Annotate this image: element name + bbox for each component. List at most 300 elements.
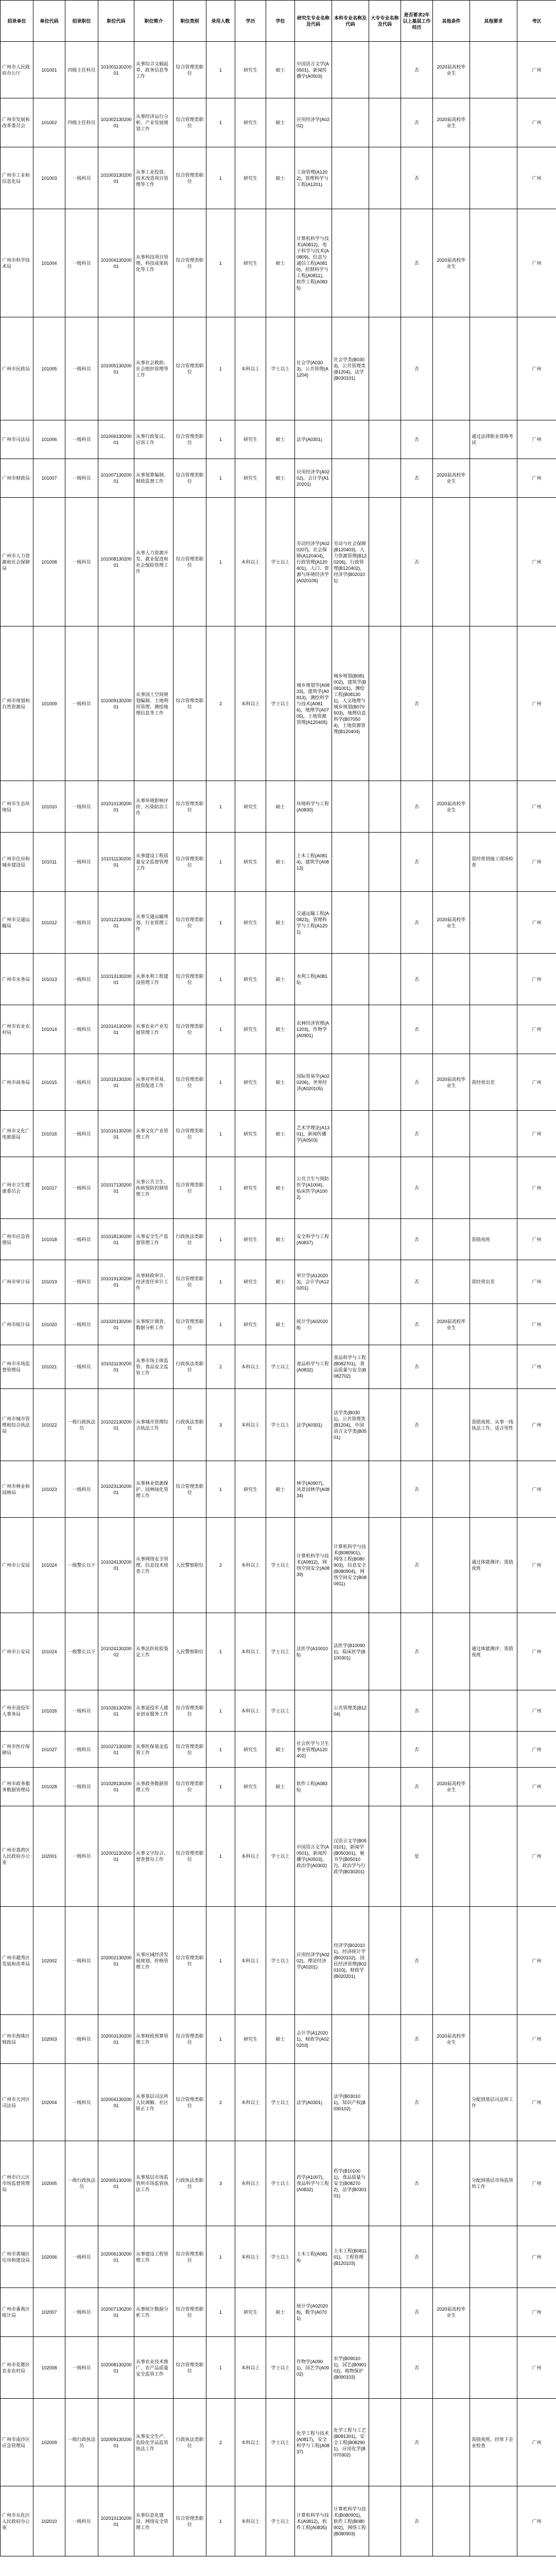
cell-area: 广州 xyxy=(517,833,556,892)
cell-other-req xyxy=(470,1111,517,1157)
cell-ug-major xyxy=(332,1111,369,1157)
cell-grassroots: 否 xyxy=(401,98,433,147)
cell-edu: 研究生 xyxy=(235,954,266,1005)
cell-grassroots: 否 xyxy=(401,209,433,317)
cell-other-req xyxy=(470,1461,517,1518)
cell-grad-major: 化学工程与技术(A0817)，安全科学与工程(A0837) xyxy=(295,2399,332,2486)
cell-ug-major xyxy=(332,1054,369,1111)
cell-position: 一级警长以下 xyxy=(65,1518,98,1613)
cell-unit-code: 101027 xyxy=(33,1732,65,1768)
cell-other-cond xyxy=(433,1690,470,1732)
header-grad-major: 研究生专业名称及代码 xyxy=(295,1,332,42)
cell-category: 综合管理类职位 xyxy=(173,42,206,98)
cell-unit: 广州市人民政府办公厅 xyxy=(1,42,33,98)
cell-unit-code: 101009 xyxy=(33,626,65,781)
cell-category: 综合管理类职位 xyxy=(173,626,206,781)
cell-unit: 广州市农业农村局 xyxy=(1,1005,33,1054)
cell-unit-code: 102003 xyxy=(33,2015,65,2064)
cell-count: 1 xyxy=(206,498,235,626)
cell-other-req: 需值夜班、从事一线执法工作，适合男性 xyxy=(470,1389,517,1461)
cell-college-major xyxy=(369,1518,401,1613)
cell-intro: 从事统计调查、数据分析工作 xyxy=(134,1304,173,1345)
table-row xyxy=(1,2141,556,2226)
cell-grad-major: 国际贸易学(A020206)，世界经济(A020105) xyxy=(295,1054,332,1111)
cell-category: 综合管理类职位 xyxy=(173,1732,206,1768)
cell-area: 广州 xyxy=(517,1806,556,1907)
cell-category: 综合管理类职位 xyxy=(173,1054,206,1111)
table-row xyxy=(1,42,556,98)
cell-intro: 从事建设工程管理工作 xyxy=(134,2226,173,2288)
cell-grassroots: 否 xyxy=(401,2064,433,2141)
cell-college-major xyxy=(369,2015,401,2064)
cell-category: 综合管理类职位 xyxy=(173,2015,206,2064)
cell-category: 综合管理类职位 xyxy=(173,1461,206,1518)
cell-category: 综合管理类职位 xyxy=(173,1690,206,1732)
cell-ug-major xyxy=(332,1157,369,1219)
cell-position-code: 10200513020001 xyxy=(98,2141,134,2226)
cell-area: 广州 xyxy=(517,1005,556,1054)
cell-ug-major: 计算机科学与技术(B080901)，软件工程(B080902)，网络工程(B080903) xyxy=(332,2486,369,2556)
cell-edu: 研究生 xyxy=(235,98,266,147)
cell-grad-major: 法医学(A100105) xyxy=(295,1613,332,1690)
cell-other-cond xyxy=(433,1732,470,1768)
cell-position-code: 10100213020001 xyxy=(98,98,134,147)
cell-position-code: 10101113020001 xyxy=(98,833,134,892)
cell-grassroots: 否 xyxy=(401,1389,433,1461)
cell-other-req: 分配到基层市场监管所工作 xyxy=(470,2141,517,2226)
table-row xyxy=(1,2064,556,2141)
table-row xyxy=(1,2399,556,2486)
cell-unit-code: 101010 xyxy=(33,781,65,833)
cell-position: 一级科员 xyxy=(65,1690,98,1732)
cell-grad-major: 应用经济学(A0202)，会计学(A120201) xyxy=(295,459,332,498)
cell-other-req xyxy=(470,1005,517,1054)
cell-ug-major: 法学类(B0301)，公共管理类(B1204)，中国语言文学类(B0501) xyxy=(332,1389,369,1461)
cell-degree: 硕士 xyxy=(266,892,295,954)
cell-grassroots: 否 xyxy=(401,2141,433,2226)
cell-unit-code: 101011 xyxy=(33,833,65,892)
cell-count: 1 xyxy=(206,1461,235,1518)
cell-position: 一级警长以下 xyxy=(65,1613,98,1690)
cell-unit-code: 101001 xyxy=(33,42,65,98)
cell-grassroots: 否 xyxy=(401,1219,433,1260)
cell-college-major xyxy=(369,2399,401,2486)
cell-intro: 从事信息化建设、网络安全管理工作 xyxy=(134,2486,173,2556)
cell-college-major xyxy=(369,1005,401,1054)
cell-grad-major: 劳动经济学(A020207)，社会保障(A120404)，行政管理(A120401)，人口、资源与环境经济学(A020106) xyxy=(295,498,332,626)
cell-position: 一级科员 xyxy=(65,1219,98,1260)
cell-grad-major: 作物学(A0901)，园艺学(A0902) xyxy=(295,2337,332,2399)
cell-position-code: 10102313020001 xyxy=(98,1461,134,1518)
cell-category: 综合管理类职位 xyxy=(173,420,206,459)
cell-category: 综合管理类职位 xyxy=(173,2064,206,2141)
cell-unit: 广州市海珠区财政局 xyxy=(1,2015,33,2064)
cell-unit: 广州市黄埔区住房和建设局 xyxy=(1,2226,33,2288)
cell-other-cond xyxy=(433,420,470,459)
cell-unit: 广州市住房和城乡建设局 xyxy=(1,833,33,892)
cell-count: 1 xyxy=(206,2015,235,2064)
cell-position: 一级科员 xyxy=(65,2064,98,2141)
cell-edu: 研究生 xyxy=(235,1219,266,1260)
cell-edu: 研究生 xyxy=(235,1732,266,1768)
cell-count: 1 xyxy=(206,1111,235,1157)
cell-unit-code: 101026 xyxy=(33,1690,65,1732)
cell-position-code: 10100713020001 xyxy=(98,459,134,498)
cell-college-major xyxy=(369,1732,401,1768)
header-area: 考区 xyxy=(517,1,556,42)
cell-other-cond xyxy=(433,1907,470,2015)
cell-unit: 广州市城市管理和综合执法局 xyxy=(1,1389,33,1461)
cell-unit-code: 101016 xyxy=(33,1111,65,1157)
cell-grassroots: 否 xyxy=(401,954,433,1005)
cell-position: 一级科员 xyxy=(65,1907,98,2015)
cell-other-req xyxy=(470,2486,517,2556)
cell-grassroots: 否 xyxy=(401,781,433,833)
cell-unit: 广州市审计局 xyxy=(1,1260,33,1304)
cell-count: 2 xyxy=(206,626,235,781)
cell-degree: 硕士 xyxy=(266,42,295,98)
cell-category: 综合管理类职位 xyxy=(173,459,206,498)
cell-area: 广州 xyxy=(517,1157,556,1219)
cell-count: 1 xyxy=(206,833,235,892)
cell-ug-major: 法学(B030101)，知识产权(B030102) xyxy=(332,2064,369,2141)
cell-position: 一级科员 xyxy=(65,1005,98,1054)
cell-college-major xyxy=(369,498,401,626)
cell-unit-code: 101018 xyxy=(33,1219,65,1260)
cell-ug-major: 化学工程与工艺(B081301)，安全工程(B082901)，应用化学(B070302) xyxy=(332,2399,369,2486)
table-row xyxy=(1,209,556,317)
cell-edu: 研究生 xyxy=(235,2288,266,2337)
cell-position-code: 10101413020001 xyxy=(98,1005,134,1054)
cell-category: 综合管理类职位 xyxy=(173,1768,206,1806)
cell-edu: 本科以上 xyxy=(235,626,266,781)
cell-ug-major xyxy=(332,1768,369,1806)
cell-position: 一级科员 xyxy=(65,626,98,781)
cell-unit: 广州市科学技术局 xyxy=(1,209,33,317)
cell-unit: 广州市公安局 xyxy=(1,1613,33,1690)
cell-ug-major xyxy=(332,1732,369,1768)
cell-category: 综合管理类职位 xyxy=(173,209,206,317)
cell-position-code: 10200213020001 xyxy=(98,1907,134,2015)
cell-other-cond xyxy=(433,147,470,209)
cell-intro: 从事建设工程质量安全监督管理工作 xyxy=(134,833,173,892)
cell-category: 行政执法类职位 xyxy=(173,1389,206,1461)
table-row xyxy=(1,2337,556,2399)
table-row xyxy=(1,1054,556,1111)
cell-edu: 研究生 xyxy=(235,1461,266,1518)
cell-unit: 广州市林业和园林局 xyxy=(1,1461,33,1518)
cell-ug-major xyxy=(332,2015,369,2064)
cell-other-req xyxy=(470,1806,517,1907)
cell-other-cond xyxy=(433,1157,470,1219)
cell-count: 2 xyxy=(206,1345,235,1389)
cell-grassroots: 否 xyxy=(401,1732,433,1768)
cell-area: 广州 xyxy=(517,420,556,459)
cell-other-cond: 2020届高校毕业生 xyxy=(433,1304,470,1345)
cell-edu: 研究生 xyxy=(235,147,266,209)
cell-grad-major: 统计学(A020208)，数学(A0701) xyxy=(295,2288,332,2337)
cell-intro: 从事安全生产、危险化学品监管执法工作 xyxy=(134,2399,173,2486)
cell-category: 综合管理类职位 xyxy=(173,833,206,892)
cell-count: 1 xyxy=(206,781,235,833)
table-row xyxy=(1,1389,556,1461)
cell-edu: 本科以上 xyxy=(235,1690,266,1732)
cell-other-req xyxy=(470,98,517,147)
cell-ug-major xyxy=(332,1260,369,1304)
cell-other-req xyxy=(470,2015,517,2064)
cell-degree: 学士以上 xyxy=(266,1389,295,1461)
table-row xyxy=(1,1111,556,1157)
cell-unit: 广州市市场监督管理局 xyxy=(1,1345,33,1389)
cell-college-major xyxy=(369,2226,401,2288)
cell-ug-major: 城乡规划(B081002)，建筑学(B081001)，测绘工程(B081301)，人文地理与城乡规划(B070503)，地理信息科学(B070504)，土地资源管理(B120404) xyxy=(332,626,369,781)
header-unit: 招录单位 xyxy=(1,1,33,42)
cell-other-cond xyxy=(433,833,470,892)
cell-category: 综合管理类职位 xyxy=(173,147,206,209)
cell-area: 广州 xyxy=(517,1219,556,1260)
cell-position-code: 10100313020001 xyxy=(98,147,134,209)
cell-college-major xyxy=(369,1461,401,1518)
cell-area: 广州 xyxy=(517,1613,556,1690)
cell-edu: 研究生 xyxy=(235,1157,266,1219)
cell-other-cond xyxy=(433,954,470,1005)
cell-intro: 从事行政复议、应诉工作 xyxy=(134,420,173,459)
cell-other-cond xyxy=(433,1005,470,1054)
cell-edu: 本科以上 xyxy=(235,1806,266,1907)
cell-position-code: 10102813020001 xyxy=(98,1768,134,1806)
cell-other-req: 通过体能测评；需值夜班 xyxy=(470,1613,517,1690)
cell-ug-major xyxy=(332,209,369,317)
cell-unit-code: 101005 xyxy=(33,317,65,420)
cell-position: 一级科员 xyxy=(65,2288,98,2337)
header-intro: 职位简介 xyxy=(134,1,173,42)
cell-other-cond xyxy=(433,498,470,626)
cell-college-major xyxy=(369,1613,401,1690)
cell-grassroots: 否 xyxy=(401,1005,433,1054)
cell-grad-major: 法学(A0301) xyxy=(295,2064,332,2141)
cell-other-cond xyxy=(433,1461,470,1518)
cell-unit-code: 101020 xyxy=(33,1304,65,1345)
cell-position: 一级科员 xyxy=(65,1768,98,1806)
cell-area: 广州 xyxy=(517,1054,556,1111)
cell-area: 广州 xyxy=(517,2015,556,2064)
cell-position-code: 10201013020001 xyxy=(98,2486,134,2556)
cell-degree: 硕士 xyxy=(266,1157,295,1219)
cell-other-cond xyxy=(433,2337,470,2399)
cell-grassroots: 是 xyxy=(401,1806,433,1907)
cell-intro: 从事公共卫生、疾病预防控制管理工作 xyxy=(134,1157,173,1219)
cell-count: 3 xyxy=(206,1389,235,1461)
cell-edu: 研究生 xyxy=(235,2015,266,2064)
cell-college-major xyxy=(369,1690,401,1732)
cell-position-code: 10100813020001 xyxy=(98,498,134,626)
cell-other-req xyxy=(470,1768,517,1806)
cell-count: 1 xyxy=(206,147,235,209)
cell-college-major xyxy=(369,147,401,209)
cell-degree: 学士以上 xyxy=(266,317,295,420)
cell-grassroots: 否 xyxy=(401,892,433,954)
cell-grad-major: 城乡规划学(A0833)，建筑学(A0813)，测绘科学与技术(A0816)，地理学(A0705)，土地资源管理(A120405) xyxy=(295,626,332,781)
cell-degree: 硕士 xyxy=(266,1005,295,1054)
cell-grad-major: 艺术学理论(A1301)，新闻传播学(A0503) xyxy=(295,1111,332,1157)
cell-area: 广州 xyxy=(517,2288,556,2337)
cell-edu: 研究生 xyxy=(235,781,266,833)
cell-position: 一级科员 xyxy=(65,781,98,833)
cell-count: 1 xyxy=(206,98,235,147)
cell-category: 综合管理类职位 xyxy=(173,1260,206,1304)
cell-edu: 本科以上 xyxy=(235,2337,266,2399)
cell-edu: 研究生 xyxy=(235,209,266,317)
cell-position-code: 10101613020001 xyxy=(98,1111,134,1157)
cell-college-major xyxy=(369,2337,401,2399)
cell-unit: 广州市卫生健康委员会 xyxy=(1,1157,33,1219)
cell-count: 1 xyxy=(206,1054,235,1111)
cell-position-code: 10101713020001 xyxy=(98,1157,134,1219)
header-other-req: 其他要求 xyxy=(470,1,517,42)
table-row xyxy=(1,2288,556,2337)
cell-category: 综合管理类职位 xyxy=(173,1157,206,1219)
cell-unit: 广州市从化区人民政府办公室 xyxy=(1,2486,33,2556)
cell-grad-major: 软件工程(A0835) xyxy=(295,1768,332,1806)
cell-ug-major xyxy=(332,1461,369,1518)
cell-college-major xyxy=(369,1111,401,1157)
cell-grad-major: 环境科学与工程(A0830) xyxy=(295,781,332,833)
cell-other-req xyxy=(470,626,517,781)
cell-edu: 本科以上 xyxy=(235,2486,266,2556)
cell-grad-major: 林学(A0907)，风景园林学(A0834) xyxy=(295,1461,332,1518)
cell-position: 一级科员 xyxy=(65,2486,98,2556)
table-row xyxy=(1,1907,556,2015)
cell-grassroots: 否 xyxy=(401,626,433,781)
cell-grassroots: 否 xyxy=(401,147,433,209)
cell-intro: 从事农业产业发展管理工作 xyxy=(134,1005,173,1054)
cell-area: 广州 xyxy=(517,2141,556,2226)
cell-edu: 研究生 xyxy=(235,42,266,98)
cell-position-code: 10200913020001 xyxy=(98,2399,134,2486)
cell-area: 广州 xyxy=(517,1304,556,1345)
cell-intro: 从事环境影响评价、污染防治工作 xyxy=(134,781,173,833)
cell-grad-major: 计算机科学与技术(A0812)，软件工程(A0835) xyxy=(295,2486,332,2556)
cell-unit: 广州市退役军人事务局 xyxy=(1,1690,33,1732)
cell-unit: 广州市水务局 xyxy=(1,954,33,1005)
cell-position-code: 10100913020001 xyxy=(98,626,134,781)
table-row xyxy=(1,833,556,892)
cell-area: 广州 xyxy=(517,147,556,209)
cell-grad-major: 土木工程(A0814) xyxy=(295,2226,332,2288)
cell-ug-major xyxy=(332,1304,369,1345)
cell-college-major xyxy=(369,209,401,317)
cell-unit-code: 101021 xyxy=(33,1345,65,1389)
cell-ug-major xyxy=(332,98,369,147)
cell-grassroots: 否 xyxy=(401,1260,433,1304)
cell-position: 一级科员 xyxy=(65,1260,98,1304)
cell-grad-major xyxy=(295,1690,332,1732)
cell-area: 广州 xyxy=(517,2337,556,2399)
cell-unit-code: 102002 xyxy=(33,1907,65,2015)
cell-category: 综合管理类职位 xyxy=(173,1907,206,2015)
cell-other-cond: 2020届高校毕业生 xyxy=(433,459,470,498)
cell-college-major xyxy=(369,1219,401,1260)
cell-edu: 本科以上 xyxy=(235,2064,266,2141)
cell-degree: 学士以上 xyxy=(266,2141,295,2226)
cell-intro: 从事城市管理综合执法工作 xyxy=(134,1389,173,1461)
cell-unit-code: 101015 xyxy=(33,1054,65,1111)
cell-position: 一级科员 xyxy=(65,2015,98,2064)
cell-position: 一级科员 xyxy=(65,1054,98,1111)
cell-position: 一级科员 xyxy=(65,1345,98,1389)
cell-position-code: 10102213020001 xyxy=(98,1389,134,1461)
table-row xyxy=(1,2486,556,2556)
cell-grad-major: 交通运输工程(A0823)，管理科学与工程(A1201) xyxy=(295,892,332,954)
cell-degree: 硕士 xyxy=(266,2288,295,2337)
cell-degree: 学士以上 xyxy=(266,1613,295,1690)
cell-other-req xyxy=(470,498,517,626)
cell-grassroots: 否 xyxy=(401,1345,433,1389)
cell-unit-code: 101012 xyxy=(33,892,65,954)
table-row xyxy=(1,2226,556,2288)
cell-other-req xyxy=(470,781,517,833)
cell-area: 广州 xyxy=(517,459,556,498)
cell-category: 行政执法类职位 xyxy=(173,2399,206,2486)
cell-position: 四级主任科员 xyxy=(65,98,98,147)
table-row xyxy=(1,1345,556,1389)
cell-unit-code: 102006 xyxy=(33,2226,65,2288)
cell-unit: 广州市商务局 xyxy=(1,1054,33,1111)
cell-position: 一级行政执法员 xyxy=(65,2399,98,2486)
cell-degree: 硕士 xyxy=(266,1054,295,1111)
cell-intro: 从事文化产业管理工作 xyxy=(134,1111,173,1157)
cell-degree: 硕士 xyxy=(266,1219,295,1260)
cell-count: 1 xyxy=(206,2226,235,2288)
cell-ug-major: 经济学(B020101)，经济统计学(B020102)，国民经济管理(B020103)，财政学(B020201) xyxy=(332,1907,369,2015)
cell-intro: 从事科技项目管理、科技成果转化等工作 xyxy=(134,209,173,317)
cell-degree: 硕士 xyxy=(266,781,295,833)
cell-unit: 广州市越秀区发展和改革局 xyxy=(1,1907,33,2015)
cell-other-cond xyxy=(433,1613,470,1690)
cell-degree: 学士以上 xyxy=(266,626,295,781)
table-row xyxy=(1,626,556,781)
cell-position: 一级科员 xyxy=(65,147,98,209)
cell-unit-code: 101008 xyxy=(33,498,65,626)
table-row xyxy=(1,1806,556,1907)
cell-other-cond: 2020届高校毕业生 xyxy=(433,781,470,833)
cell-count: 1 xyxy=(206,209,235,317)
cell-degree: 学士以上 xyxy=(266,2064,295,2141)
cell-unit-code: 102005 xyxy=(33,2141,65,2226)
cell-ug-major: 计算机科学与技术(B080901)，网络工程(B080903)，信息安全(B080904)，网络空间安全(B080911) xyxy=(332,1518,369,1613)
cell-college-major xyxy=(369,1389,401,1461)
cell-other-req xyxy=(470,42,517,98)
cell-grassroots: 否 xyxy=(401,1461,433,1518)
cell-intro: 从事综合文稿起草、政务信息等工作 xyxy=(134,42,173,98)
table-body xyxy=(1,42,556,2556)
cell-ug-major xyxy=(332,147,369,209)
cell-other-cond xyxy=(433,2486,470,2556)
cell-other-req xyxy=(470,2337,517,2399)
cell-position-code: 10100513020001 xyxy=(98,317,134,420)
cell-area: 广州 xyxy=(517,317,556,420)
header-count: 录用人数 xyxy=(206,1,235,42)
cell-intro: 从事农业技术推广、农产品质量安全监管工作 xyxy=(134,2337,173,2399)
cell-unit: 广州市白云区市场监督管理局 xyxy=(1,2141,33,2226)
cell-degree: 硕士 xyxy=(266,1111,295,1157)
cell-grassroots: 否 xyxy=(401,2399,433,2486)
cell-other-cond: 2020届高校毕业生 xyxy=(433,1768,470,1806)
cell-other-req: 需经常出差 xyxy=(470,1054,517,1111)
cell-unit: 广州市荔湾区人民政府办公室 xyxy=(1,1806,33,1907)
cell-position-code: 10200613020001 xyxy=(98,2226,134,2288)
cell-edu: 研究生 xyxy=(235,1111,266,1157)
